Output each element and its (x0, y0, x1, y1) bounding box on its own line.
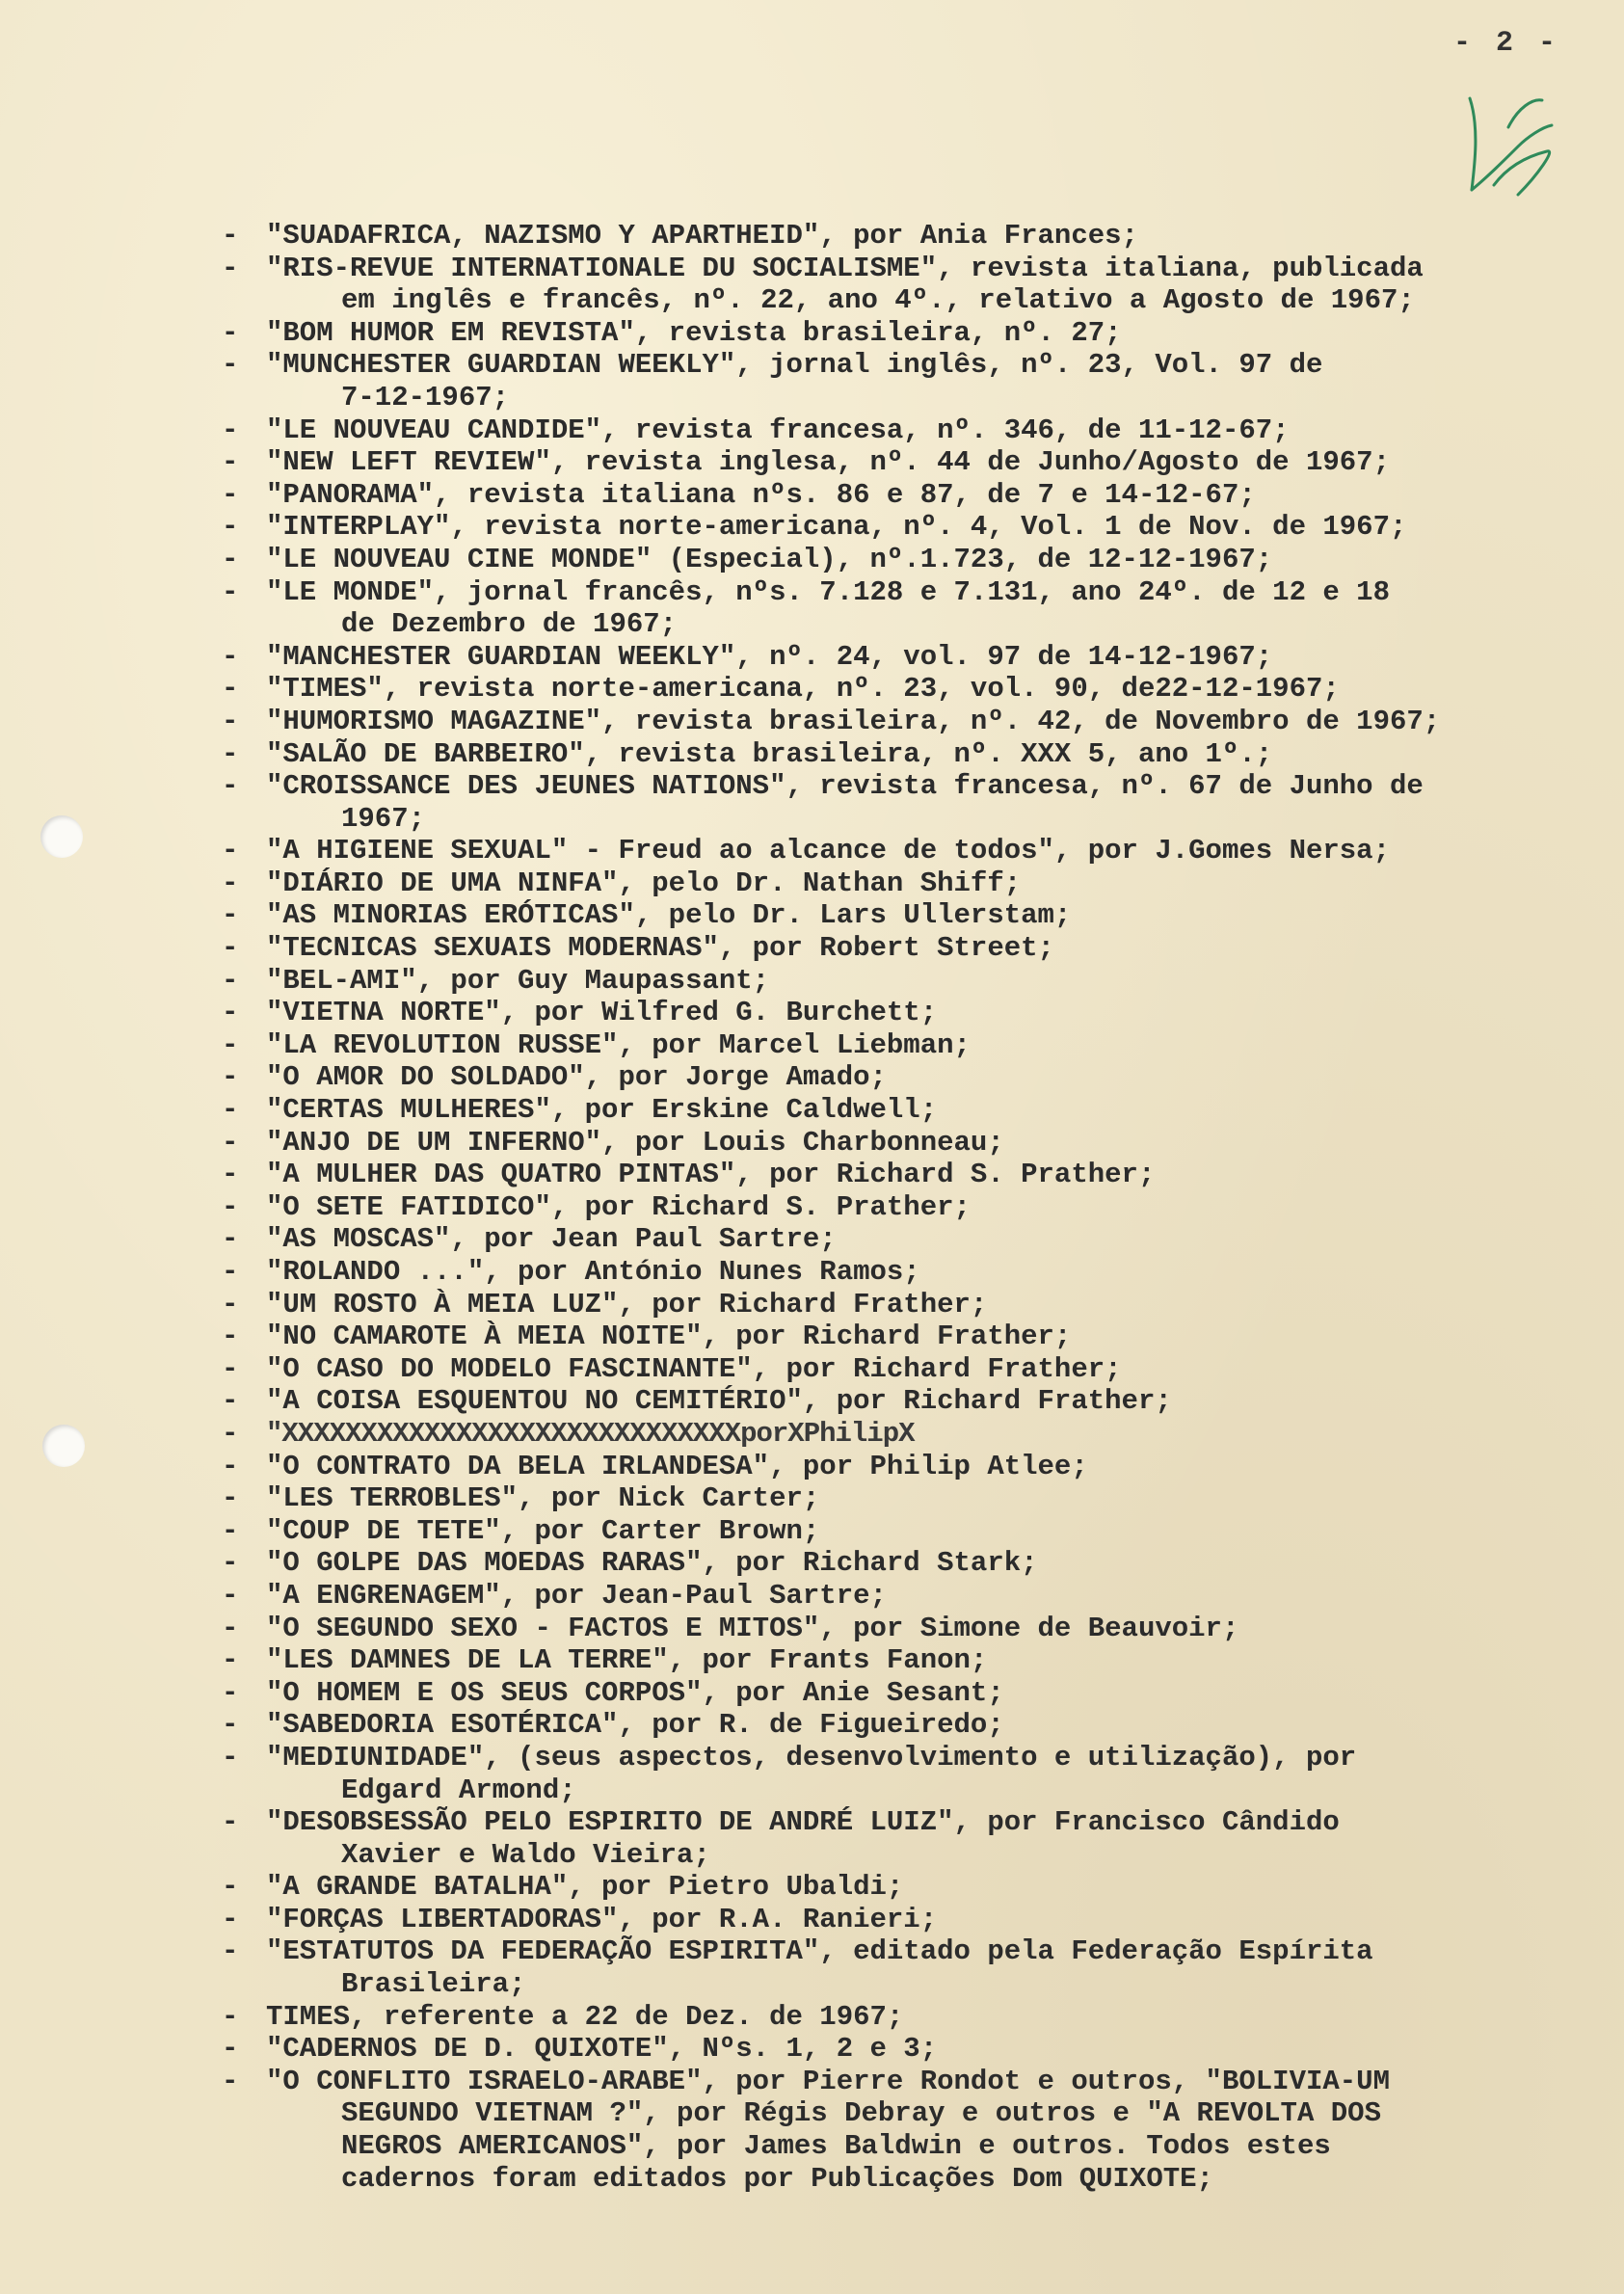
list-item (222, 1159, 1610, 1191)
list-dash: - (222, 1514, 239, 1547)
list-item-text: "XXXXXXXXXXXXXXXXXXXXXXXXXXXXXporXPhilipX (266, 1417, 915, 1450)
list-item-text: "O GOLPE DAS MOEDAS RARAS", por Richard Stark; (266, 1547, 1038, 1580)
list-item-text: "O SETE FATIDICO", por Richard S. Prather; (266, 1190, 971, 1223)
list-dash: - (222, 413, 239, 446)
list-dash: - (222, 1061, 239, 1094)
list-item-text: "AS MINORIAS ERÓTICAS", pelo Dr. Lars Ullerstam; (266, 899, 1072, 932)
publication-list (222, 220, 1610, 2195)
list-dash: - (222, 899, 239, 932)
list-item-text: "BEL-AMI", por Guy Maupassant; (266, 964, 770, 997)
list-item-continuation: Edgard Armond; (341, 1774, 576, 1806)
list-dash: - (222, 2065, 239, 2097)
list-item-continuation: cadernos foram editados por Publicações Dom QUIXOTE; (341, 2162, 1213, 2195)
list-dash: - (222, 1450, 239, 1482)
list-item-text: "CERTAS MULHERES", por Erskine Caldwell; (266, 1094, 938, 1127)
list-item (222, 835, 1610, 867)
list-dash: - (222, 1028, 239, 1061)
list-item-text: "O SEGUNDO SEXO - FACTOS E MITOS", por Simone de Beauvoir; (266, 1612, 1239, 1644)
list-item-text: "ANJO DE UM INFERNO", por Louis Charbonneau; (266, 1126, 1004, 1159)
list-item (222, 1061, 1610, 1094)
list-item-text: "A HIGIENE SEXUAL" - Freud ao alcance de todos", por J.Gomes Nersa; (266, 835, 1390, 867)
list-item (222, 965, 1610, 998)
list-item-text: "LE NOUVEAU CINE MONDE" (Especial), nº.1.723, de 12-12-1967; (266, 543, 1273, 575)
list-item-text: "CROISSANCE DES JEUNES NATIONS", revista francesa, nº. 67 de Junho de (266, 770, 1424, 803)
list-dash: - (222, 2033, 239, 2066)
list-item-text: "SABEDORIA ESOTÉRICA", por R. de Figueiredo; (266, 1709, 1004, 1742)
list-item-continuation: Brasileira; (341, 1968, 526, 2001)
list-item-text: "A MULHER DAS QUATRO PINTAS", por Richard S. Prather; (266, 1159, 1156, 1191)
list-item-text: "BOM HUMOR EM REVISTA", revista brasileira, nº. 27; (266, 316, 1122, 349)
list-dash: - (222, 2000, 239, 2033)
list-dash: - (222, 1709, 239, 1742)
page-number: - 2 - (1453, 27, 1560, 60)
list-item-text: "O CASO DO MODELO FASCINANTE", por Richard Frather; (266, 1352, 1122, 1385)
list-item (222, 1644, 1610, 1677)
list-item (222, 1709, 1610, 1742)
list-item (222, 1677, 1610, 1710)
list-item (222, 1904, 1610, 1936)
list-dash: - (222, 1871, 239, 1904)
list-dash: - (222, 1676, 239, 1709)
list-dash: - (222, 478, 239, 511)
list-item-text: "RIS-REVUE INTERNATIONALE DU SOCIALISME", revista italiana, publicada (266, 252, 1424, 284)
list-item (222, 641, 1610, 674)
list-dash: - (222, 1482, 239, 1515)
list-item-text: "INTERPLAY", revista norte-americana, nº. 4, Vol. 1 de Nov. de 1967; (266, 511, 1407, 544)
list-dash: - (222, 511, 239, 544)
list-item-text: "FORÇAS LIBERTADORAS", por R.A. Ranieri; (266, 1903, 938, 1935)
list-item (222, 2001, 1610, 2034)
list-item (222, 1418, 1610, 1451)
list-item-text: "LES TERROBLES", por Nick Carter; (266, 1482, 820, 1515)
list-item (222, 576, 1610, 641)
list-item (222, 1806, 1610, 1871)
list-dash: - (222, 1159, 239, 1191)
list-item-text: "TIMES", revista norte-americana, nº. 23, vol. 90, de22-12-1967; (266, 673, 1340, 706)
list-item-text: "A ENGRENAGEM", por Jean-Paul Sartre; (266, 1579, 887, 1612)
list-item-text: "A GRANDE BATALHA", por Pietro Ubaldi; (266, 1871, 904, 1904)
list-dash: - (222, 997, 239, 1029)
list-item-continuation: SEGUNDO VIETNAM ?", por Régis Debray e outros e "A REVOLTA DOS (341, 2097, 1381, 2130)
list-item-text: "ROLANDO ...", por António Nunes Ramos; (266, 1256, 920, 1288)
list-item (222, 1580, 1610, 1613)
list-item (222, 673, 1610, 706)
list-item (222, 544, 1610, 576)
list-item (222, 220, 1610, 253)
list-dash: - (222, 1644, 239, 1677)
list-dash: - (222, 1352, 239, 1385)
list-dash: - (222, 543, 239, 575)
list-item-text: TIMES, referente a 22 de Dez. de 1967; (266, 2000, 904, 2033)
list-dash: - (222, 1741, 239, 1774)
list-item-text: "MUNCHESTER GUARDIAN WEEKLY", jornal inglês, nº. 23, Vol. 97 de (266, 349, 1323, 382)
list-dash: - (222, 673, 239, 706)
list-item-text: "MANCHESTER GUARDIAN WEEKLY", nº. 24, vol. 97 de 14-12-1967; (266, 640, 1273, 673)
list-item (222, 1613, 1610, 1645)
list-dash: - (222, 446, 239, 479)
list-item-text: "VIETNA NORTE", por Wilfred G. Burchett; (266, 997, 938, 1029)
punch-hole-lower (42, 1425, 85, 1467)
list-dash: - (222, 1190, 239, 1223)
list-dash: - (222, 1417, 239, 1450)
list-item (222, 738, 1610, 771)
list-dash: - (222, 867, 239, 899)
list-item (222, 1223, 1610, 1256)
list-item (222, 317, 1610, 350)
list-item-text: "COUP DE TETE", por Carter Brown; (266, 1514, 820, 1547)
list-item (222, 1547, 1610, 1580)
list-dash: - (222, 964, 239, 997)
list-item-text: "HUMORISMO MAGAZINE", revista brasileira, nº. 42, de Novembro de 1967; (266, 705, 1441, 737)
list-dash: - (222, 1579, 239, 1612)
list-item (222, 867, 1610, 900)
list-item-continuation: em inglês e francês, nº. 22, ano 4º., relativo a Agosto de 1967; (341, 284, 1415, 317)
list-dash: - (222, 1806, 239, 1839)
list-dash: - (222, 252, 239, 284)
list-item-text: "O CONTRATO DA BELA IRLANDESA", por Philip Atlee; (266, 1450, 1088, 1482)
list-item (222, 1515, 1610, 1548)
list-item-continuation: 1967; (341, 802, 426, 835)
list-item (222, 446, 1610, 479)
list-item-continuation: Xavier e Waldo Vieira; (341, 1838, 710, 1871)
list-item-text: "UM ROSTO À MEIA LUZ", por Richard Frather; (266, 1288, 988, 1320)
list-item (222, 1289, 1610, 1321)
list-item (222, 1482, 1610, 1515)
list-item-text: "O HOMEM E OS SEUS CORPOS", por Anie Sesant; (266, 1676, 1004, 1709)
list-dash: - (222, 1288, 239, 1320)
list-item (222, 1353, 1610, 1386)
list-item-text: "NEW LEFT REVIEW", revista inglesa, nº. 44 de Junho/Agosto de 1967; (266, 446, 1390, 479)
list-item (222, 349, 1610, 413)
list-dash: - (222, 220, 239, 252)
list-item (222, 706, 1610, 738)
list-item (222, 1191, 1610, 1224)
list-item-text: "SALÃO DE BARBEIRO", revista brasileira, nº. XXX 5, ano 1º.; (266, 737, 1273, 770)
list-item (222, 2066, 1610, 2195)
list-item-text: "A COISA ESQUENTOU NO CEMITÉRIO", por Richard Frather; (266, 1385, 1172, 1418)
list-dash: - (222, 1903, 239, 1935)
list-item-text: "LE NOUVEAU CANDIDE", revista francesa, nº. 346, de 11-12-67; (266, 413, 1290, 446)
list-dash: - (222, 1385, 239, 1418)
handwritten-initials-icon (1451, 69, 1566, 214)
list-dash: - (222, 1223, 239, 1256)
list-dash: - (222, 1256, 239, 1288)
list-item-text: "DIÁRIO DE UMA NINFA", pelo Dr. Nathan Shiff; (266, 867, 1022, 899)
list-item-text: "O AMOR DO SOLDADO", por Jorge Amado; (266, 1061, 887, 1094)
list-item-text: "TECNICAS SEXUAIS MODERNAS", por Robert Street; (266, 932, 1054, 965)
list-item-text: "O CONFLITO ISRAELO-ARABE", por Pierre Rondot e outros, "BOLIVIA-UM (266, 2065, 1390, 2097)
list-item-text: "LE MONDE", jornal francês, nºs. 7.128 e 7.131, ano 24º. de 12 e 18 (266, 575, 1390, 608)
list-item-text: "NO CAMAROTE À MEIA NOITE", por Richard Frather; (266, 1320, 1072, 1353)
list-item-text: "CADERNOS DE D. QUIXOTE", Nºs. 1, 2 e 3; (266, 2033, 938, 2066)
list-item-text: "PANORAMA", revista italiana nºs. 86 e 87, de 7 e 14-12-67; (266, 478, 1256, 511)
list-item (222, 899, 1610, 932)
list-item (222, 2033, 1610, 2066)
list-item (222, 1742, 1610, 1806)
list-item-text: "DESOBSESSÃO PELO ESPIRITO DE ANDRÉ LUIZ", por Francisco Cândido (266, 1806, 1340, 1839)
list-item (222, 1871, 1610, 1904)
list-item (222, 511, 1610, 544)
list-item-text: "LA REVOLUTION RUSSE", por Marcel Liebman; (266, 1028, 971, 1061)
list-dash: - (222, 705, 239, 737)
list-item (222, 1127, 1610, 1160)
list-item-text: "ESTATUTOS DA FEDERAÇÃO ESPIRITA", editado pela Federação Espírita (266, 1935, 1373, 1968)
list-item (222, 479, 1610, 512)
list-item (222, 1029, 1610, 1062)
list-dash: - (222, 835, 239, 867)
list-item (222, 1094, 1610, 1127)
list-dash: - (222, 575, 239, 608)
list-item (222, 1935, 1610, 2000)
list-dash: - (222, 1320, 239, 1353)
list-dash: - (222, 932, 239, 965)
list-item (222, 414, 1610, 447)
list-item (222, 1320, 1610, 1353)
list-dash: - (222, 1547, 239, 1580)
list-item-text: "MEDIUNIDADE", (seus aspectos, desenvolvimento e utilização), por (266, 1741, 1357, 1774)
list-dash: - (222, 1612, 239, 1644)
list-item-continuation: 7-12-1967; (341, 381, 510, 413)
list-item-continuation: NEGROS AMERICANOS", por James Baldwin e outros. Todos estes (341, 2130, 1331, 2163)
list-item-continuation: de Dezembro de 1967; (341, 608, 678, 641)
list-item-text: "AS MOSCAS", por Jean Paul Sartre; (266, 1223, 837, 1256)
list-item (222, 770, 1610, 835)
list-dash: - (222, 770, 239, 803)
list-dash: - (222, 349, 239, 382)
list-dash: - (222, 1935, 239, 1968)
list-dash: - (222, 737, 239, 770)
list-item (222, 253, 1610, 317)
list-item-text: "LES DAMNES DE LA TERRE", por Frants Fanon; (266, 1644, 988, 1677)
list-dash: - (222, 1126, 239, 1159)
punch-hole-upper (40, 815, 83, 858)
list-item (222, 1256, 1610, 1289)
list-item (222, 1385, 1610, 1418)
list-dash: - (222, 316, 239, 349)
list-item (222, 997, 1610, 1029)
list-item (222, 932, 1610, 965)
list-item-text: "SUADAFRICA, NAZISMO Y APARTHEID", por Ania Frances; (266, 220, 1138, 252)
list-dash: - (222, 640, 239, 673)
list-item (222, 1451, 1610, 1483)
list-dash: - (222, 1094, 239, 1127)
